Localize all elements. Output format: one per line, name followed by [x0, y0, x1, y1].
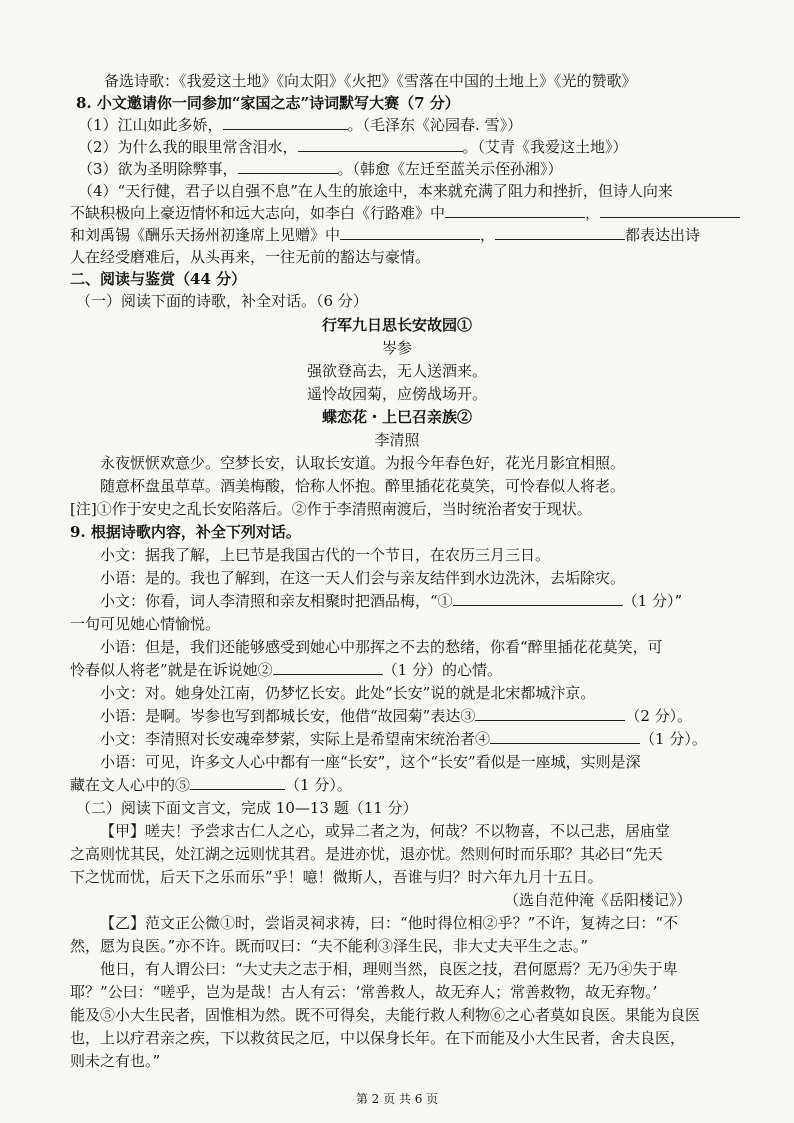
dialogue-line: 藏在文人心中的⑤ （1 分）。: [70, 776, 352, 794]
dialogue-line: 小语：是的。我也了解到，在这一天人们会与亲友结伴到水边洗沐，去垢除灾。: [100, 569, 626, 587]
answer-blank[interactable]: [600, 203, 740, 218]
passage-jia-line: 之高则忧其民，处江湖之远则忧其君。是进亦忧，退亦忧。然则何时而乐耶？其必曰“先天: [70, 845, 663, 863]
question-9-title: 9. 根据诗歌内容，补全下列对话。: [70, 523, 301, 541]
dialogue-line: 小文：对。她身处江南，仍梦忆长安。此处“长安”说的就是北宋都城汴京。: [100, 684, 596, 702]
passage-yi-line: 耶？”公曰：“嗟乎，岂为是哉！古人有云：‘常善救人，故无弃人；常善救物，故无弃物。’: [70, 983, 658, 1001]
part-1-heading: （一）阅读下面的诗歌，补全对话。（6 分）: [76, 292, 368, 310]
answer-blank-3[interactable]: [475, 706, 625, 721]
q8-item-2: （2）为什么我的眼里常含泪水， 。（艾青《我爱这土地》）: [78, 138, 628, 156]
poem-2-title: 蝶恋花・上巳召亲族②: [321, 408, 472, 426]
poem-2-line-1: 永夜恹恹欢意少。空梦长安，认取长安道。为报今年春色好，花光月影宜相照。: [100, 454, 626, 472]
page-footer: 第 2 页 共 6 页: [355, 1092, 439, 1106]
poem-1-title: 行军九日思长安故园①: [321, 316, 472, 334]
poem-1-line-1: 强欲登高去，无人送酒来。: [306, 362, 487, 380]
passage-yi-line: 能及⑤小大生民者，固惟相为然。既不可得矣，夫能行救人利物⑥之心者莫如良医。果能为良医: [70, 1006, 701, 1024]
answer-blank[interactable]: [298, 137, 463, 152]
poem-1-line-2: 遥怜故园菊，应傍战场开。: [306, 385, 487, 403]
q8-item-4: （4）“天行健，君子以自强不息”在人生的旅途中，本来就充满了阻力和挫折，但诗人向来: [78, 182, 673, 200]
poem-2-line-2: 随意杯盘虽草草。酒美梅酸，恰称人怀抱。醉里插花花莫笑，可怜春似人将老。: [100, 477, 626, 495]
dialogue-line: 一句可见她心情愉悦。: [70, 615, 221, 633]
q8-item-4-line4: 人在经受磨难后，从头再来，一往无前的豁达与豪情。: [70, 248, 431, 266]
answer-blank[interactable]: [445, 203, 585, 218]
part-2-heading: （二）阅读下面文言文，完成 10—13 题（11 分）: [76, 799, 418, 817]
alternate-poems-line: 备选诗歌：《我爱这土地》《向太阳》《火把》《雪落在中国的土地上》《光的赞歌》: [104, 72, 637, 90]
answer-blank-5[interactable]: [190, 775, 285, 790]
answer-blank[interactable]: [238, 159, 338, 174]
passage-yi-line: 也，上以疗君亲之疾，下以救贫民之厄，中以保身长年。在下而能及小大生民者，舍夫良医，: [70, 1029, 686, 1047]
passage-yi-line: 【乙】范文正公微①时，尝诣灵祠求祷，曰：“他时得位相②乎？”不许，复祷之曰：“不: [100, 914, 679, 932]
dialogue-line: 小文：你看，词人李清照和亲友相聚时把酒品梅，“① （1 分）”: [100, 592, 683, 610]
q8-item-4-line2: 不缺积极向上豪迈情怀和远大志向，如李白《行路难》中 ，: [70, 203, 740, 223]
section-2-heading: 二、阅读与鉴赏（44 分）: [70, 270, 247, 288]
dialogue-line: 小语：可见，许多文人心中都有一座“长安”，这个“长安”看似是一座城，实则是深: [100, 753, 641, 771]
passage-yi-line: 他日，有人谓公曰：“大丈夫之志于相，理则当然，良医之技，君何愿焉？无乃④失于卑: [100, 960, 678, 978]
dialogue-line: 小文：李清照对长安魂牵梦萦，实际上是希望南宋统治者④ （1 分）。: [100, 730, 707, 748]
dialogue-line: 小文：据我了解，上巳节是我国古代的一个节日，在农历三月三日。: [100, 546, 551, 564]
q8-item-3: （3）欲为圣明除弊事， 。（韩愈《左迁至蓝关示侄孙湘》）: [78, 160, 563, 178]
passage-jia-source: （选自范仲淹《岳阳楼记》）: [504, 891, 692, 909]
dialogue-line: 怜春似人将老”就是在诉说她② （1 分）的心情。: [70, 661, 502, 679]
passage-yi-line: 则未之有也。”: [70, 1052, 161, 1070]
answer-blank[interactable]: [223, 115, 348, 130]
passage-jia-line: 【甲】嗟夫！予尝求古仁人之心，或异二者之为，何哉？不以物喜，不以己悲，居庙堂: [100, 822, 671, 840]
answer-blank-4[interactable]: [490, 729, 640, 744]
answer-blank[interactable]: [495, 225, 625, 240]
dialogue-line: 小语：是啊。岑参也写到都城长安，他借“故园菊”表达③ （2 分）。: [100, 707, 693, 725]
question-8-title: 8. 小文邀请你一同参加“家国之志”诗词默写大赛（7 分）: [76, 94, 460, 112]
answer-blank[interactable]: [340, 225, 480, 240]
passage-jia-line: 下之忧而忧，后天下之乐而乐”乎！噫！微斯人，吾谁与归？时六年九月十五日。: [70, 868, 603, 886]
poem-notes: [注]①作于安史之乱长安陷落后。②作于李清照南渡后，当时统治者安于现状。: [70, 500, 592, 518]
q8-item-4-line3: 和刘禹锡《酬乐天扬州初逢席上见赠》中 ， 都表达出诗: [70, 226, 701, 244]
passage-yi-line: 然，愿为良医。”亦不许。既而叹曰：“夫不能利③泽生民，非大丈夫平生之志。”: [70, 937, 589, 955]
answer-blank-2[interactable]: [273, 660, 383, 675]
answer-blank-1[interactable]: [453, 591, 623, 606]
poem-1-author: 岑参: [381, 339, 412, 357]
poem-2-author: 李清照: [374, 431, 420, 449]
dialogue-line: 小语：但是，我们还能够感受到她心中那挥之不去的愁绪，你看“醉里插花花莫笑，可: [100, 638, 663, 656]
q8-item-1: （1）江山如此多娇， 。（毛泽东《沁园春. 雪》）: [78, 116, 523, 134]
